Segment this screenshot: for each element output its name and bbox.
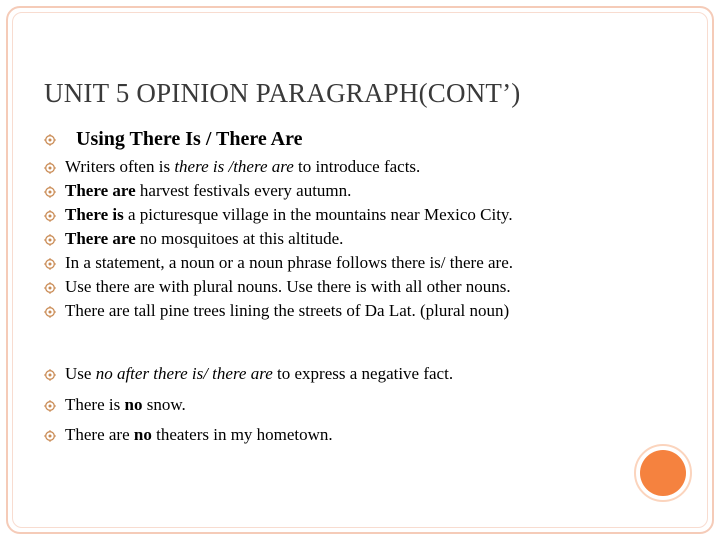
decorative-circle bbox=[640, 450, 686, 496]
item-text: There is bbox=[65, 395, 125, 414]
sun-wheel-icon bbox=[44, 305, 56, 317]
item-text: Use bbox=[65, 364, 96, 383]
item-text: to express a negative fact. bbox=[272, 364, 454, 383]
item-text: theaters in my hometown. bbox=[151, 425, 333, 444]
list-item bbox=[44, 301, 509, 321]
list-item bbox=[44, 425, 333, 445]
sun-wheel-icon bbox=[44, 257, 56, 269]
sun-wheel-icon bbox=[44, 429, 56, 441]
item-emphasis: there is /there are bbox=[174, 157, 294, 176]
slide-title: UNIT 5 OPINION PARAGRAPH(CONT’) bbox=[44, 78, 521, 108]
sun-wheel-icon bbox=[44, 209, 56, 221]
item-text: In a statement, a noun or a noun phrase follows there is/ there are. bbox=[65, 253, 513, 272]
list-item bbox=[44, 181, 351, 201]
sun-wheel-icon bbox=[44, 281, 56, 293]
list-item bbox=[44, 253, 513, 273]
list-item bbox=[44, 157, 420, 177]
sun-wheel-icon bbox=[44, 133, 56, 145]
item-strong: no bbox=[124, 395, 143, 414]
item-text: to introduce facts. bbox=[293, 157, 421, 176]
list-item bbox=[44, 229, 343, 249]
item-text: There are tall pine trees lining the streets of Da Lat. (plural noun) bbox=[65, 301, 510, 320]
sun-wheel-icon bbox=[44, 233, 56, 245]
list-item bbox=[44, 395, 186, 415]
list-item bbox=[44, 364, 453, 384]
item-text: harvest festivals every autumn. bbox=[135, 181, 352, 200]
item-strong: no bbox=[133, 425, 152, 444]
heading-bullet bbox=[44, 129, 303, 149]
item-emphasis: no after there is/ there are bbox=[95, 364, 273, 383]
item-text: no mosquitoes at this altitude. bbox=[135, 229, 344, 248]
heading-text: Using There Is / There Are bbox=[76, 128, 303, 150]
list-item bbox=[44, 205, 513, 225]
item-strong: There are bbox=[65, 229, 136, 248]
sun-wheel-icon bbox=[44, 185, 56, 197]
item-text: a picturesque village in the mountains near Mexico City. bbox=[123, 205, 513, 224]
item-strong: There is bbox=[65, 205, 124, 224]
item-strong: There are bbox=[65, 181, 136, 200]
item-text: Use there are with plural nouns. Use there is with all other nouns. bbox=[65, 277, 511, 296]
sun-wheel-icon bbox=[44, 399, 56, 411]
list-item bbox=[44, 277, 511, 297]
item-text: snow. bbox=[142, 395, 186, 414]
item-text: Writers often is bbox=[65, 157, 175, 176]
sun-wheel-icon bbox=[44, 368, 56, 380]
item-text: There are bbox=[65, 425, 134, 444]
sun-wheel-icon bbox=[44, 161, 56, 173]
